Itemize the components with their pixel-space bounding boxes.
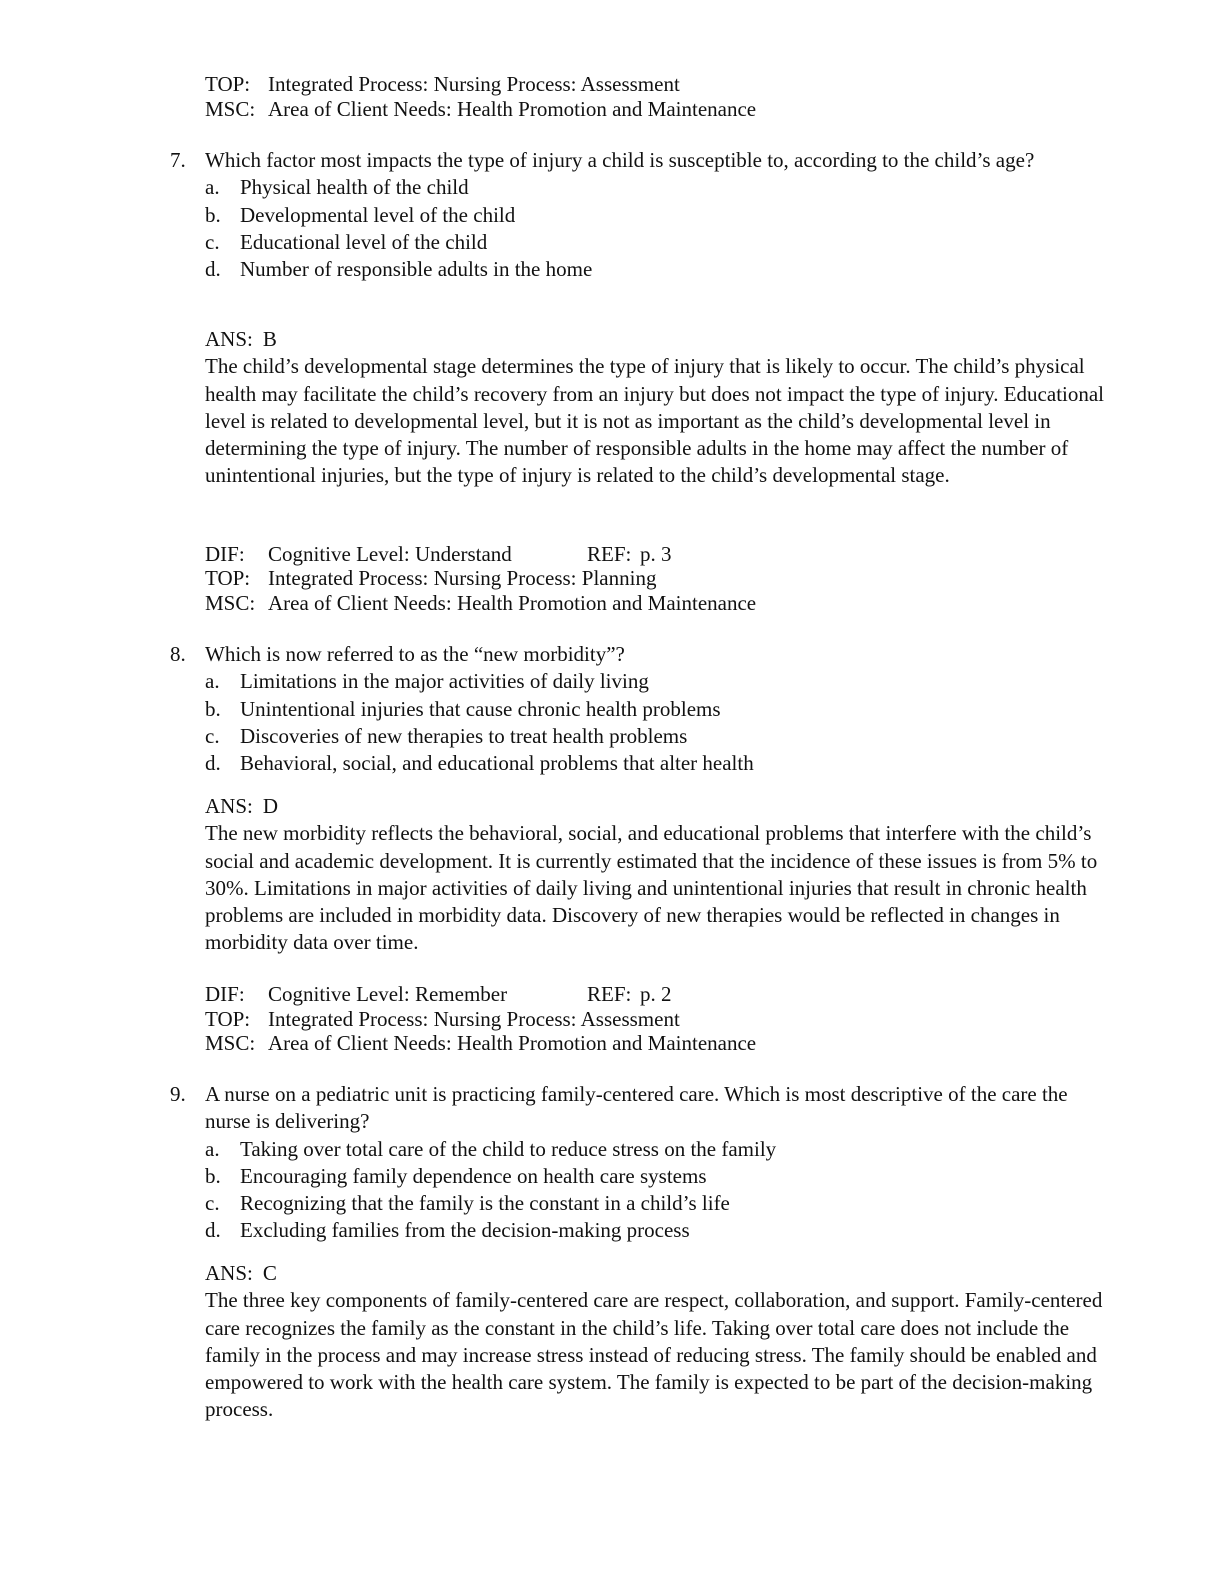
- msc-row: [205, 590, 756, 617]
- meta-key: TOP:: [205, 566, 251, 590]
- dif-ref-row: [205, 981, 672, 1008]
- question-8: [170, 641, 1110, 777]
- option-c: [205, 229, 1110, 256]
- question-text: Which factor most impacts the type of injury a child is susceptible to, according to the child’s age?: [205, 148, 1035, 172]
- option-text: Developmental level of the child: [240, 202, 516, 227]
- answer-block-9: [205, 1260, 1110, 1424]
- meta-value: Integrated Process: Nursing Process: Assessment: [268, 72, 680, 96]
- option-a: [205, 174, 1110, 201]
- option-letter: b.: [205, 696, 221, 721]
- answer-value: B: [262, 327, 277, 351]
- meta-value: Area of Client Needs: Health Promotion and Maintenance: [268, 1031, 757, 1055]
- meta-value: p. 2: [640, 982, 672, 1006]
- option-d: [205, 1217, 1110, 1244]
- option-letter: c.: [205, 723, 220, 748]
- option-text: Discoveries of new therapies to treat health problems: [240, 723, 688, 748]
- option-text: Behavioral, social, and educational problems that alter health: [240, 751, 754, 776]
- rationale-text: The three key components of family-centered care are respect, collaboration, and support. Family-centered care recognizes the family as the constant in the child’s life. Taking over total care does not include the family in the process and may increase stress instead of reducing stress. The family should be enabled and empowered to work with the health care system. The family is expected to be part of the decision-making process.: [205, 1288, 1103, 1422]
- meta-value: Integrated Process: Nursing Process: Assessment: [268, 1007, 680, 1031]
- answer-key: ANS:: [205, 327, 253, 351]
- option-text: Excluding families from the decision-making process: [240, 1218, 690, 1243]
- rationale-text: The child’s developmental stage determines the type of injury that is likely to occur. The child’s physical health may facilitate the child’s recovery from an injury but does not impact the type of injury. Educational level is related to developmental level, but it is not as important as the child’s developmental level in determining the type of injury. The number of responsible adults in the home may affect the number of unintentional injuries, but the type of injury is related to the child’s developmental stage.: [205, 354, 1105, 488]
- meta-key: DIF:: [205, 542, 245, 566]
- meta-key: DIF:: [205, 982, 245, 1006]
- option-b: [205, 1163, 1110, 1190]
- option-a: [205, 1136, 1110, 1163]
- option-text: Unintentional injuries that cause chronic health problems: [240, 696, 721, 721]
- answer-label: [205, 793, 1110, 820]
- option-letter: b.: [205, 1163, 221, 1188]
- question-7: [170, 147, 1110, 283]
- meta-key: TOP:: [205, 1007, 251, 1031]
- answer-block-7: [205, 326, 1110, 490]
- meta-key: MSC:: [205, 1031, 256, 1055]
- top-row: [205, 565, 656, 592]
- meta-key: REF:: [587, 982, 632, 1006]
- meta-key: REF:: [587, 542, 632, 566]
- option-text: Encouraging family dependence on health care systems: [240, 1163, 707, 1188]
- answer-block-8: [205, 793, 1110, 957]
- meta-value: Integrated Process: Nursing Process: Planning: [268, 566, 657, 590]
- option-list: [205, 668, 1110, 777]
- question-text: A nurse on a pediatric unit is practicing family-centered care. Which is most descriptive of the care the nurse is delivering?: [205, 1082, 1068, 1134]
- option-text: Recognizing that the family is the constant in a child’s life: [240, 1191, 730, 1216]
- msc-meta-row: [205, 96, 756, 123]
- answer-key: ANS:: [205, 1261, 253, 1285]
- option-list: [205, 174, 1110, 283]
- option-text: Taking over total care of the child to reduce stress on the family: [240, 1136, 777, 1161]
- question-number: 7.: [170, 148, 186, 172]
- ref: [587, 981, 672, 1008]
- question-number: 9.: [170, 1082, 186, 1106]
- option-d: [205, 750, 1110, 777]
- option-d: [205, 256, 1110, 283]
- question-text: Which is now referred to as the “new morbidity”?: [205, 642, 625, 666]
- option-letter: a.: [205, 1136, 220, 1161]
- option-list: [205, 1136, 1110, 1245]
- option-b: [205, 696, 1110, 723]
- meta-key: MSC:: [205, 97, 256, 121]
- meta-value: Area of Client Needs: Health Promotion and Maintenance: [268, 97, 757, 121]
- option-letter: d.: [205, 751, 221, 776]
- answer-label: [205, 326, 1110, 353]
- meta-value: p. 3: [640, 542, 672, 566]
- option-letter: d.: [205, 257, 221, 282]
- option-text: Physical health of the child: [240, 175, 469, 200]
- answer-value: C: [262, 1261, 277, 1285]
- top-meta-row: [205, 71, 680, 98]
- option-letter: c.: [205, 1191, 220, 1216]
- meta-key: TOP:: [205, 72, 251, 96]
- option-text: Limitations in the major activities of daily living: [240, 669, 649, 694]
- option-c: [205, 723, 1110, 750]
- option-text: Number of responsible adults in the home: [240, 257, 593, 282]
- meta-value: Area of Client Needs: Health Promotion and Maintenance: [268, 591, 757, 615]
- rationale-text: The new morbidity reflects the behavioral, social, and educational problems that interfere with the child’s social and academic development. It is currently estimated that the incidence of these issues is from 5% to 30%. Limitations in major activities of daily living and unintentional injuries that result in chronic health problems are included in morbidity data. Discovery of new therapies would be reflected in changes in morbidity data over time.: [205, 821, 1098, 955]
- option-letter: c.: [205, 229, 220, 254]
- answer-label: [205, 1260, 1110, 1287]
- option-c: [205, 1190, 1110, 1217]
- option-letter: d.: [205, 1218, 221, 1243]
- option-b: [205, 202, 1110, 229]
- question-9: [170, 1081, 1110, 1245]
- msc-row: [205, 1030, 756, 1057]
- option-letter: a.: [205, 175, 220, 200]
- option-text: Educational level of the child: [240, 229, 488, 254]
- meta-key: MSC:: [205, 591, 256, 615]
- meta-value: Cognitive Level: Remember: [268, 982, 508, 1006]
- meta-value: Cognitive Level: Understand: [268, 542, 512, 566]
- answer-value: D: [262, 794, 279, 818]
- question-number: 8.: [170, 642, 186, 666]
- option-letter: b.: [205, 202, 221, 227]
- option-a: [205, 668, 1110, 695]
- answer-key: ANS:: [205, 794, 253, 818]
- option-letter: a.: [205, 669, 220, 694]
